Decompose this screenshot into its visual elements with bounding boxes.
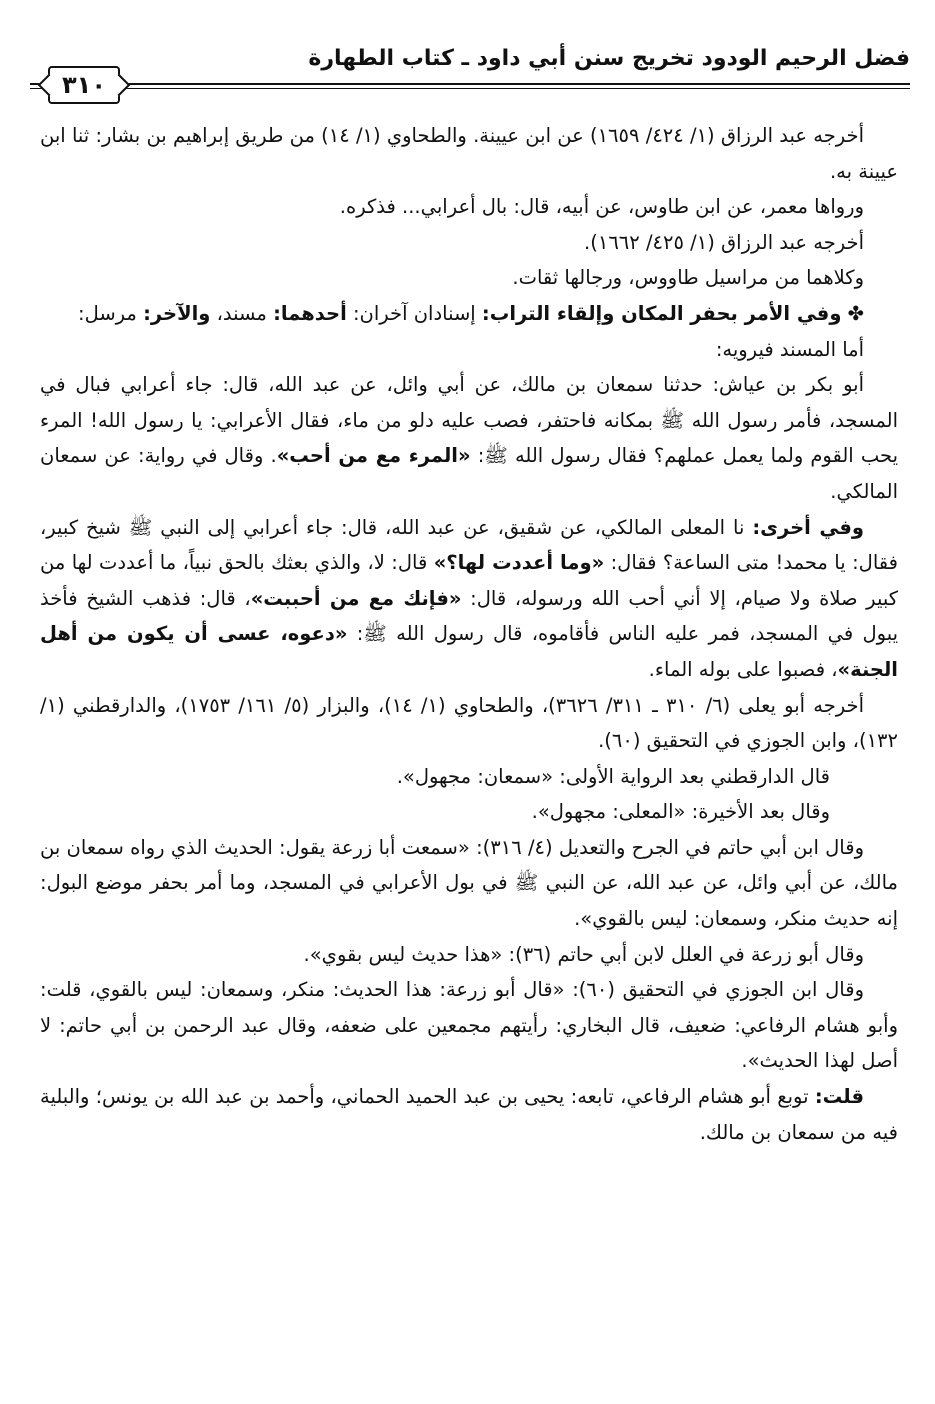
bold-term: وفي أخرى: [752, 515, 864, 539]
paragraph: وقال ابن أبي حاتم في الجرح والتعديل (٤/ ٣١٦): «سمعت أبا زرعة يقول: الحديث الذي رواه سمعان بن مالك، عن أبي وائل، عن عبد الله، عن النبي ﷺ في بول الأعرابي في المسجد، وما أمر بحفر موضع البول: إنه حديث منكر، وسمعان: ليس بالقوي». [40, 835, 898, 931]
paragraph: أما المسند فيرويه: [715, 337, 864, 361]
bold-quote: «وما أعددت لها؟» [433, 551, 605, 575]
text-run: إسنادان آخران: [346, 301, 482, 325]
page-number: ٣١٠ [62, 71, 106, 99]
bold-term: أحدهما: [273, 301, 347, 325]
text-run: مسند، [210, 301, 274, 325]
bold-quote: «دعوه، عسى أن يكون من أهل الجنة» [40, 622, 898, 681]
paragraph: وقال بعد الأخيرة: «المعلى: مجهول». [531, 800, 830, 824]
text-run: توبع أبو هشام الرفاعي، تابعه: يحيى بن عبد الحميد الحماني، وأحمد بن عبد الله بن يونس؛ والبلية فيه من سمعان بن مالك. [40, 1085, 898, 1144]
header-rule [30, 83, 910, 85]
text-run: ، قال: فذهب الشيخ فأخذ يبول في المسجد، فمر عليه الناس فأقاموه، قال رسول الله ﷺ: [40, 586, 899, 646]
bold-quote: «فإنك مع من أحببت» [250, 586, 462, 610]
ornament-icon: ✤ [847, 301, 864, 325]
text-run: . وقال في رواية: عن سمعان المالكي. [40, 444, 898, 503]
paragraph: أخرجه عبد الرزاق (١/ ٤٢٤/ ١٦٥٩) عن ابن عيينة. والطحاوي (١/ ١٤) من طريق إبراهيم بن بشار: ثنا ابن عيينة به. [40, 124, 898, 183]
text-run: نا المعلى المالكي، عن شقيق، عن عبد الله، قال: جاء أعرابي إلى النبي ﷺ شيخ كبير، فقال: يا محمد! متى الساعة؟ فقال: [40, 515, 898, 575]
paragraph [40, 296, 898, 332]
bold-heading: وفي الأمر بحفر المكان وإلقاء التراب: [481, 301, 842, 325]
page-number-frame [48, 66, 120, 104]
paragraph [40, 367, 898, 509]
paragraph [40, 1079, 898, 1150]
text-run: أبو بكر بن عياش: حدثنا سمعان بن مالك، عن أبي وائل، عن عبد الله، قال: جاء أعرابي فبال في المسجد، فأمر رسول الله ﷺ بمكانه فاحتفر، فصب عليه دلو من ماء، فقال الأعرابي: يا رسول الله! المرء يحب القوم ولما يعمل عملهم؟ فقال رسول الله ﷺ: [40, 373, 899, 468]
paragraph: ورواها معمر، عن ابن طاوس، عن أبيه، قال: بال أعرابي... فذكره. [339, 195, 864, 219]
text-run: مرسل: [78, 301, 144, 325]
page-body [40, 118, 898, 1150]
bold-term: قلت: [814, 1085, 864, 1109]
paragraph: قال الدارقطني بعد الرواية الأولى: «سمعان: مجهول». [396, 764, 830, 788]
running-title: فضل الرحيم الودود تخريج سنن أبي داود ـ كتاب الطهارة [308, 46, 910, 71]
paragraph: أخرجه أبو يعلى (٦/ ٣١٠ ـ ٣١١/ ٣٦٢٦)، والطحاوي (١/ ١٤)، والبزار (٥/ ١٦١/ ١٧٥٣)، والدارقطني (١/ ١٣٢)، وابن الجوزي في التحقيق (٦٠). [40, 693, 898, 753]
paragraph: وكلاهما من مراسيل طاووس، ورجالها ثقات. [512, 266, 864, 290]
bold-term: والآخر: [143, 301, 211, 325]
text-run: ، فصبوا على بوله الماء. [648, 657, 838, 681]
text-run: قال: لا، والذي بعثك بالحق نبياً، ما أعددت لها من كبير صلاة ولا صيام، إلا أني أحب الله ورسوله، قال: [40, 551, 898, 610]
header-rule-thin [30, 88, 910, 89]
paragraph: وقال أبو زرعة في العلل لابن أبي حاتم (٣٦): «هذا حديث ليس بقوي». [303, 942, 864, 966]
page-header [30, 38, 910, 118]
paragraph: وقال ابن الجوزي في التحقيق (٦٠): «قال أبو زرعة: هذا الحديث: منكر، وسمعان: ليس بالقوي، قلت: وأبو هشام الرفاعي: ضعيف، قال البخاري: رأيتهم مجمعين على ضعفه، وقال عبد الرحمن بن أبي حاتم: لا أصل لهذا الحديث». [40, 978, 898, 1073]
bold-quote: «المرء مع من أحب» [276, 444, 471, 468]
paragraph [40, 510, 898, 688]
paragraph: أخرجه عبد الرزاق (١/ ٤٢٥/ ١٦٦٢). [584, 230, 864, 254]
